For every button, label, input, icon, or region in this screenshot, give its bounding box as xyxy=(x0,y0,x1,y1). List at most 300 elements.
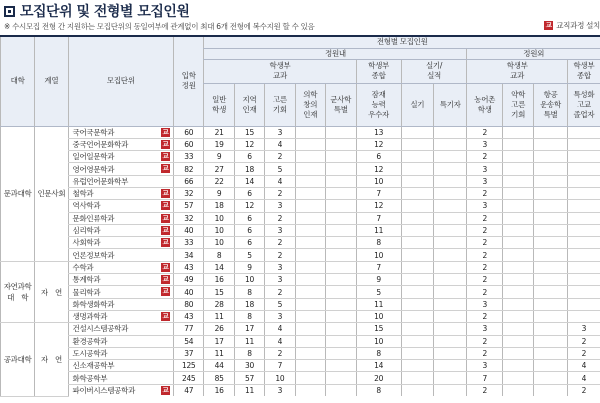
count-cell xyxy=(325,200,356,212)
subheader-regional: 지역 인재 xyxy=(234,83,264,126)
count-cell: 22 xyxy=(204,175,234,187)
count-cell xyxy=(295,187,325,199)
count-cell: 8 xyxy=(356,237,401,249)
subheader-military: 군사학 특별 xyxy=(325,83,356,126)
quota-cell: 40 xyxy=(174,224,204,236)
count-cell: 17 xyxy=(234,323,264,335)
count-cell xyxy=(502,249,533,261)
count-cell: 15 xyxy=(234,126,264,138)
count-cell: 10 xyxy=(234,274,264,286)
unit-cell xyxy=(68,347,174,359)
count-cell xyxy=(401,163,433,175)
table-row xyxy=(1,360,600,372)
count-cell: 7 xyxy=(467,372,502,384)
unit-name: 심리학과 xyxy=(72,226,101,236)
count-cell xyxy=(325,163,356,175)
legend xyxy=(544,20,600,31)
count-cell: 3 xyxy=(265,224,295,236)
unit-name: 유럽언어문화학부 xyxy=(72,176,129,186)
count-cell xyxy=(502,212,533,224)
unit-cell xyxy=(68,151,174,163)
count-cell xyxy=(534,384,568,396)
teaching-course-badge-icon: 교 xyxy=(162,275,169,284)
count-cell xyxy=(534,126,568,138)
count-cell xyxy=(295,163,325,175)
title-text: 모집단위 및 전형별 모집인원 xyxy=(20,4,190,20)
teaching-course-badge-icon: 교 xyxy=(545,21,552,29)
teaching-course-badge-icon: 교 xyxy=(162,152,169,161)
count-cell: 12 xyxy=(356,138,401,150)
quota-cell: 245 xyxy=(174,372,204,384)
count-cell: 3 xyxy=(467,175,502,187)
count-cell: 15 xyxy=(356,323,401,335)
header-outside-quota: 정원외 xyxy=(467,48,600,59)
count-cell xyxy=(567,310,600,322)
college-cell: 문과대학 xyxy=(1,126,35,261)
unit-cell xyxy=(68,372,174,384)
count-cell xyxy=(567,175,600,187)
count-cell: 7 xyxy=(356,187,401,199)
count-cell xyxy=(502,360,533,372)
count-cell: 2 xyxy=(467,261,502,273)
college-cell: 자연과학 대 학 xyxy=(1,261,35,322)
table-row xyxy=(1,261,600,273)
count-cell: 15 xyxy=(204,286,234,298)
teaching-course-badge-icon: 교 xyxy=(162,201,169,210)
unit-name: 철학과 xyxy=(72,189,94,199)
count-cell xyxy=(502,261,533,273)
count-cell xyxy=(502,224,533,236)
count-cell: 9 xyxy=(356,274,401,286)
subheader-aviation: 항공 운송학 특별 xyxy=(534,83,568,126)
count-cell xyxy=(433,249,467,261)
count-cell: 2 xyxy=(567,347,600,359)
quota-cell: 33 xyxy=(174,237,204,249)
unit-name: 문화인류학과 xyxy=(72,213,115,223)
teaching-course-badge-icon: 교 xyxy=(162,127,169,136)
count-cell: 14 xyxy=(356,360,401,372)
count-cell xyxy=(295,126,325,138)
count-cell xyxy=(567,261,600,273)
count-cell: 2 xyxy=(467,286,502,298)
count-cell xyxy=(401,360,433,372)
subheader-rural: 농어촌 학생 xyxy=(467,83,502,126)
count-cell: 8 xyxy=(356,347,401,359)
count-cell xyxy=(325,298,356,310)
count-cell: 6 xyxy=(234,187,264,199)
header-college: 대학 xyxy=(1,36,35,126)
count-cell xyxy=(401,274,433,286)
count-cell xyxy=(295,310,325,322)
header-unit: 모집단위 xyxy=(68,36,174,126)
unit-name: 화학공학부 xyxy=(72,373,108,383)
count-cell xyxy=(295,200,325,212)
unit-name: 환경공학과 xyxy=(72,336,108,346)
table-row xyxy=(1,163,600,175)
count-cell xyxy=(401,175,433,187)
count-cell xyxy=(401,200,433,212)
count-cell xyxy=(567,151,600,163)
count-cell: 18 xyxy=(204,200,234,212)
notice-text: ※ 수시모집 전형 간 지원하는 모집단위의 동일여부에 관계없이 최대 6개 전형에 복수지원 할 수 있음 xyxy=(4,22,315,31)
count-cell xyxy=(502,126,533,138)
table-row xyxy=(1,187,600,199)
count-cell: 10 xyxy=(204,224,234,236)
count-cell: 3 xyxy=(265,126,295,138)
count-cell xyxy=(502,274,533,286)
count-cell xyxy=(433,347,467,359)
quota-cell: 60 xyxy=(174,126,204,138)
count-cell: 2 xyxy=(467,384,502,396)
count-cell xyxy=(295,261,325,273)
quota-cell: 57 xyxy=(174,200,204,212)
teaching-course-badge-icon: 교 xyxy=(162,238,169,247)
count-cell: 30 xyxy=(234,360,264,372)
count-cell: 2 xyxy=(467,151,502,163)
unit-cell xyxy=(68,274,174,286)
subheader-general: 일반 학생 xyxy=(204,83,234,126)
subheader-pharmacy-equal: 약학 고른 기회 xyxy=(502,83,533,126)
count-cell xyxy=(502,237,533,249)
count-cell xyxy=(295,138,325,150)
count-cell xyxy=(567,249,600,261)
teaching-course-badge-icon: 교 xyxy=(162,188,169,197)
count-cell: 3 xyxy=(467,200,502,212)
count-cell xyxy=(433,237,467,249)
count-cell: 3 xyxy=(467,163,502,175)
count-cell: 2 xyxy=(467,237,502,249)
header-out-jonghap: 학생부 종합 xyxy=(567,59,600,83)
teaching-course-badge-icon: 교 xyxy=(162,213,169,222)
table-row xyxy=(1,286,600,298)
count-cell xyxy=(295,347,325,359)
count-cell: 3 xyxy=(265,200,295,212)
count-cell: 26 xyxy=(204,323,234,335)
unit-cell xyxy=(68,212,174,224)
count-cell xyxy=(401,126,433,138)
header-within-quota: 정원내 xyxy=(204,48,467,59)
count-cell xyxy=(567,138,600,150)
unit-name: 물리학과 xyxy=(72,287,101,297)
count-cell xyxy=(502,384,533,396)
unit-name: 영어영문학과 xyxy=(72,164,115,174)
count-cell: 17 xyxy=(204,335,234,347)
count-cell xyxy=(295,175,325,187)
unit-cell xyxy=(68,224,174,236)
count-cell: 2 xyxy=(467,126,502,138)
count-cell: 2 xyxy=(467,212,502,224)
unit-cell xyxy=(68,249,174,261)
count-cell xyxy=(534,163,568,175)
count-cell: 10 xyxy=(356,175,401,187)
count-cell xyxy=(534,138,568,150)
count-cell xyxy=(295,274,325,286)
count-cell: 21 xyxy=(204,126,234,138)
count-cell: 13 xyxy=(356,126,401,138)
unit-name: 생명과학과 xyxy=(72,312,108,322)
count-cell: 4 xyxy=(567,360,600,372)
count-cell: 18 xyxy=(234,298,264,310)
count-cell: 8 xyxy=(234,347,264,359)
unit-name: 언론정보학과 xyxy=(72,250,115,260)
count-cell: 2 xyxy=(467,335,502,347)
count-cell: 4 xyxy=(265,335,295,347)
field-cell: 자 연 xyxy=(35,261,68,322)
count-cell xyxy=(295,249,325,261)
count-cell xyxy=(534,286,568,298)
count-cell: 14 xyxy=(204,261,234,273)
count-cell xyxy=(567,298,600,310)
count-cell xyxy=(502,335,533,347)
count-cell xyxy=(295,151,325,163)
count-cell: 11 xyxy=(356,298,401,310)
count-cell xyxy=(401,335,433,347)
count-cell: 6 xyxy=(234,224,264,236)
count-cell xyxy=(534,175,568,187)
count-cell: 12 xyxy=(234,138,264,150)
count-cell xyxy=(433,274,467,286)
count-cell xyxy=(433,187,467,199)
count-cell: 5 xyxy=(356,286,401,298)
header-in-jonghap: 학생부 종합 xyxy=(356,59,401,83)
square-bullet-icon xyxy=(4,6,15,17)
quota-cell: 125 xyxy=(174,360,204,372)
count-cell: 2 xyxy=(567,335,600,347)
count-cell xyxy=(325,175,356,187)
count-cell xyxy=(325,310,356,322)
count-cell xyxy=(534,298,568,310)
count-cell xyxy=(433,286,467,298)
count-cell xyxy=(401,372,433,384)
count-cell xyxy=(502,175,533,187)
count-cell xyxy=(325,126,356,138)
count-cell: 85 xyxy=(204,372,234,384)
quota-cell: 43 xyxy=(174,310,204,322)
header-by-track: 전형별 모집인원 xyxy=(204,36,600,48)
count-cell: 2 xyxy=(467,274,502,286)
count-cell xyxy=(295,298,325,310)
count-cell xyxy=(325,323,356,335)
count-cell: 3 xyxy=(467,298,502,310)
table-row xyxy=(1,274,600,286)
count-cell xyxy=(325,151,356,163)
count-cell xyxy=(401,249,433,261)
unit-cell xyxy=(68,261,174,273)
college-cell: 공과대학 xyxy=(1,323,35,396)
count-cell: 8 xyxy=(204,249,234,261)
table-row xyxy=(1,347,600,359)
count-cell: 9 xyxy=(234,261,264,273)
unit-cell xyxy=(68,200,174,212)
field-cell: 자 연 xyxy=(35,323,68,396)
count-cell: 12 xyxy=(234,200,264,212)
quota-cell: 47 xyxy=(174,384,204,396)
count-cell: 8 xyxy=(234,310,264,322)
unit-name: 일어일문학과 xyxy=(72,152,115,162)
count-cell xyxy=(567,187,600,199)
unit-name: 도시공학과 xyxy=(72,348,108,358)
table-row xyxy=(1,138,600,150)
count-cell xyxy=(295,212,325,224)
count-cell xyxy=(433,163,467,175)
count-cell: 2 xyxy=(567,384,600,396)
teaching-course-badge-icon: 교 xyxy=(162,225,169,234)
count-cell: 8 xyxy=(356,384,401,396)
unit-cell xyxy=(68,126,174,138)
count-cell xyxy=(502,187,533,199)
count-cell xyxy=(401,323,433,335)
count-cell xyxy=(325,261,356,273)
count-cell xyxy=(295,335,325,347)
count-cell xyxy=(433,372,467,384)
count-cell xyxy=(295,237,325,249)
count-cell: 7 xyxy=(356,212,401,224)
table-row xyxy=(1,126,600,138)
count-cell xyxy=(567,212,600,224)
table-row xyxy=(1,310,600,322)
table-row xyxy=(1,249,600,261)
quota-cell: 33 xyxy=(174,151,204,163)
count-cell: 2 xyxy=(265,151,295,163)
count-cell: 11 xyxy=(234,335,264,347)
count-cell: 9 xyxy=(204,187,234,199)
count-cell xyxy=(401,138,433,150)
subheader-special-talent: 특기자 xyxy=(433,83,467,126)
unit-cell xyxy=(68,384,174,396)
count-cell: 5 xyxy=(265,163,295,175)
count-cell xyxy=(325,237,356,249)
count-cell: 18 xyxy=(234,163,264,175)
subheader-equal-opportunity: 고른 기회 xyxy=(265,83,295,126)
count-cell xyxy=(534,212,568,224)
count-cell xyxy=(325,138,356,150)
teaching-course-badge-icon: 교 xyxy=(162,164,169,173)
count-cell xyxy=(401,187,433,199)
count-cell: 10 xyxy=(265,372,295,384)
table-row xyxy=(1,298,600,310)
count-cell: 11 xyxy=(356,224,401,236)
count-cell xyxy=(325,249,356,261)
count-cell: 7 xyxy=(265,360,295,372)
count-cell xyxy=(502,163,533,175)
table-row xyxy=(1,151,600,163)
count-cell: 8 xyxy=(234,286,264,298)
count-cell xyxy=(534,347,568,359)
count-cell: 2 xyxy=(467,224,502,236)
table-row xyxy=(1,200,600,212)
count-cell xyxy=(295,372,325,384)
count-cell xyxy=(401,261,433,273)
count-cell: 6 xyxy=(234,237,264,249)
count-cell: 16 xyxy=(204,384,234,396)
count-cell xyxy=(295,286,325,298)
count-cell: 20 xyxy=(356,372,401,384)
count-cell: 11 xyxy=(234,384,264,396)
quota-cell: 32 xyxy=(174,212,204,224)
count-cell xyxy=(433,384,467,396)
unit-cell xyxy=(68,335,174,347)
count-cell xyxy=(534,360,568,372)
count-cell: 7 xyxy=(356,261,401,273)
count-cell xyxy=(502,372,533,384)
count-cell xyxy=(567,126,600,138)
count-cell: 12 xyxy=(356,200,401,212)
count-cell xyxy=(325,274,356,286)
count-cell: 3 xyxy=(265,310,295,322)
teaching-course-badge-icon: 교 xyxy=(162,139,169,148)
count-cell xyxy=(401,384,433,396)
count-cell xyxy=(325,347,356,359)
subheader-potential-talent: 잠재 능력 우수자 xyxy=(356,83,401,126)
quota-cell: 40 xyxy=(174,286,204,298)
count-cell: 2 xyxy=(265,249,295,261)
count-cell xyxy=(534,310,568,322)
count-cell xyxy=(433,323,467,335)
count-cell xyxy=(401,286,433,298)
count-cell: 2 xyxy=(265,187,295,199)
quota-cell: 82 xyxy=(174,163,204,175)
count-cell xyxy=(502,286,533,298)
count-cell: 2 xyxy=(265,286,295,298)
count-cell: 2 xyxy=(265,212,295,224)
count-cell: 4 xyxy=(265,138,295,150)
count-cell xyxy=(502,138,533,150)
unit-name: 사회학과 xyxy=(72,238,101,248)
count-cell: 14 xyxy=(234,175,264,187)
count-cell: 3 xyxy=(467,360,502,372)
count-cell: 5 xyxy=(234,249,264,261)
quota-cell: 60 xyxy=(174,138,204,150)
quota-cell: 77 xyxy=(174,323,204,335)
unit-name: 중국언어문화학과 xyxy=(72,139,129,149)
count-cell xyxy=(502,347,533,359)
count-cell xyxy=(433,298,467,310)
count-cell xyxy=(534,249,568,261)
count-cell: 6 xyxy=(234,151,264,163)
header-silgi: 실기/ 실적 xyxy=(401,59,467,83)
table-row xyxy=(1,237,600,249)
count-cell xyxy=(433,261,467,273)
count-cell xyxy=(401,224,433,236)
count-cell xyxy=(295,224,325,236)
count-cell xyxy=(325,187,356,199)
quota-cell: 43 xyxy=(174,261,204,273)
count-cell xyxy=(325,286,356,298)
count-cell: 12 xyxy=(356,163,401,175)
count-cell xyxy=(567,286,600,298)
teaching-course-badge-icon: 교 xyxy=(162,311,169,320)
unit-name: 화학생화학과 xyxy=(72,299,115,309)
table-row xyxy=(1,224,600,236)
unit-cell xyxy=(68,138,174,150)
unit-cell xyxy=(68,237,174,249)
table-row xyxy=(1,323,600,335)
count-cell: 3 xyxy=(265,261,295,273)
count-cell: 2 xyxy=(467,249,502,261)
table-row xyxy=(1,372,600,384)
count-cell: 2 xyxy=(467,187,502,199)
admission-table xyxy=(0,35,600,397)
count-cell: 10 xyxy=(204,212,234,224)
count-cell xyxy=(502,200,533,212)
count-cell xyxy=(433,360,467,372)
unit-name: 건설시스템공학과 xyxy=(72,324,129,334)
unit-cell xyxy=(68,310,174,322)
count-cell xyxy=(534,323,568,335)
count-cell xyxy=(325,335,356,347)
table-row xyxy=(1,212,600,224)
count-cell: 28 xyxy=(204,298,234,310)
